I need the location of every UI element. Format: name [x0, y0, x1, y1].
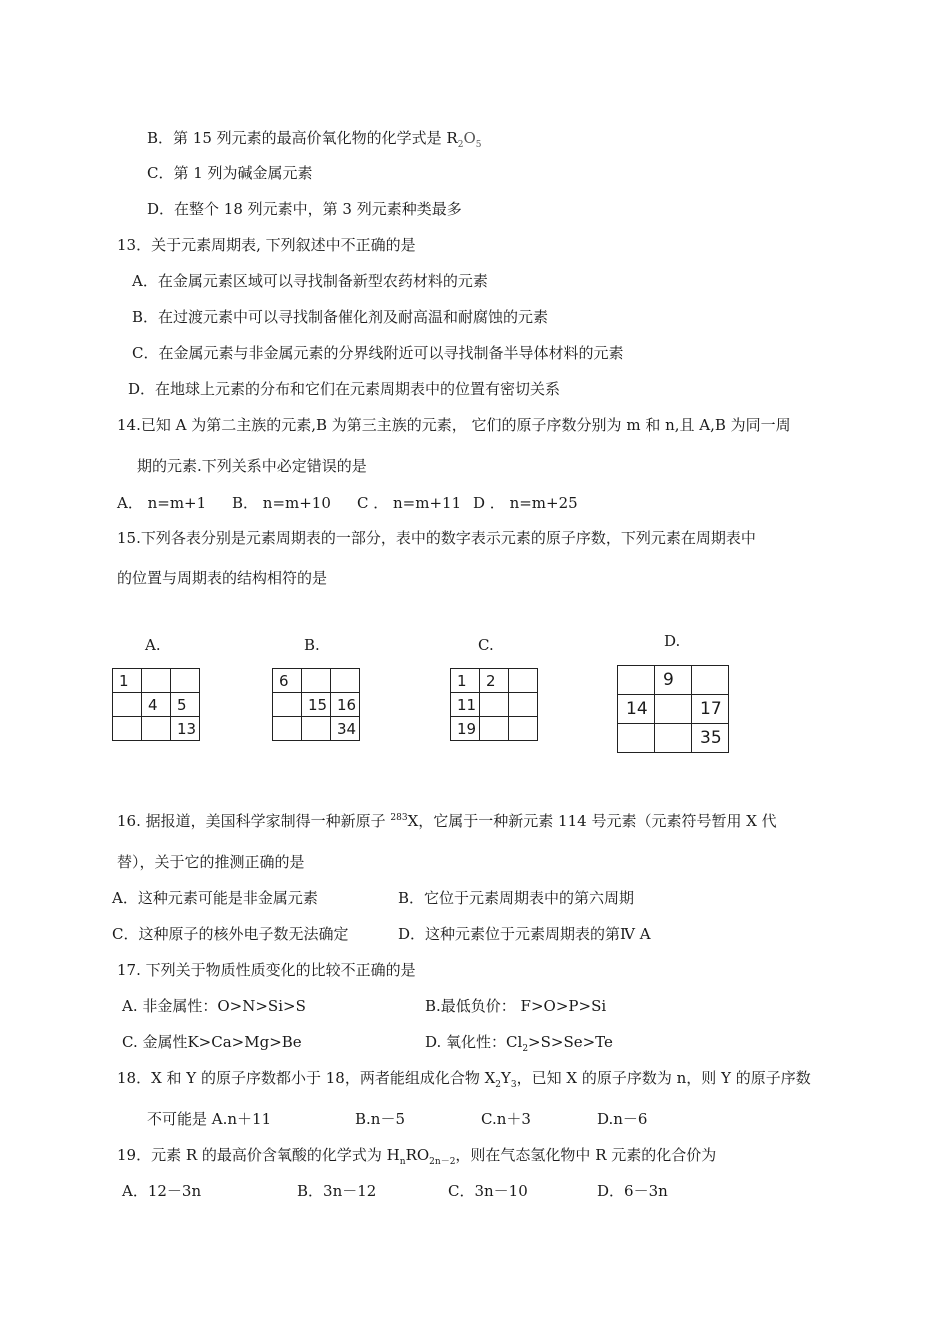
cell: 14 [618, 695, 655, 724]
q17-option-d-text: D. 氧化性：Cl [425, 1033, 523, 1051]
q14-option-a: A． n=m+1 [117, 494, 207, 512]
cell: 17 [692, 695, 729, 724]
q15-label-d: D. [664, 632, 681, 650]
q13-option-a: A．在金属元素区域可以寻找制备新型农药材料的元素 [132, 272, 488, 290]
q17-option-d [425, 1032, 613, 1052]
q18-option-d: D.n－6 [597, 1110, 648, 1128]
q16-stem-text: 16. 据报道，美国科学家制得一种新原子 [117, 812, 391, 830]
cell: 9 [655, 666, 692, 695]
cell [302, 717, 331, 741]
q12-option-d: D．在整个 18 列元素中，第 3 列元素种类最多 [147, 200, 462, 218]
cell [302, 669, 331, 693]
cell: 34 [331, 717, 360, 741]
subscript: 5 [475, 140, 482, 150]
q18-stem-text: 18．X 和 Y 的原子序数都小于 18，两者能组成化合物 X [117, 1069, 496, 1087]
q15-label-b: B. [304, 636, 320, 654]
q18-stem-text: ，已知 X 的原子序数为 n，则 Y 的原子序数 [516, 1069, 811, 1087]
q17-option-d-text: >S>Se>Te [528, 1033, 613, 1051]
q16-stem-1 [117, 811, 777, 831]
q19-stem-text: 19．元素 R 的最高价含氧酸的化学式为 H [117, 1146, 400, 1164]
q17-option-a: A. 非金属性：O>N>Si>S [122, 997, 306, 1015]
q15-label-c: C. [478, 636, 494, 654]
cell [618, 724, 655, 753]
q16-option-a: A．这种元素可能是非金属元素 [112, 889, 318, 907]
q16-option-b: B．它位于元素周期表中的第六周期 [398, 889, 635, 907]
cell [142, 717, 171, 741]
subscript: 2 [457, 140, 464, 150]
cell: 15 [302, 693, 331, 717]
cell [509, 717, 538, 741]
cell [509, 693, 538, 717]
subscript: 2 [495, 1080, 502, 1090]
q17-option-c: C. 金属性K>Ca>Mg>Be [122, 1033, 302, 1051]
q16-stem-2: 替），关于它的推测正确的是 [117, 853, 305, 871]
cell [655, 724, 692, 753]
superscript: 283 [390, 813, 408, 823]
cell: 13 [171, 717, 200, 741]
cell: 6 [273, 669, 302, 693]
cell [480, 693, 509, 717]
cell [480, 717, 509, 741]
cell [171, 669, 200, 693]
q14-stem-1: 14.已知 A 为第二主族的元素,B 为第三主族的元素， 它们的原子序数分别为 m 和 n,且 A,B 为同一周 [117, 416, 791, 434]
cell [655, 695, 692, 724]
formula-part: Y [501, 1069, 511, 1087]
q13-stem: 13．关于元素周期表, 下列叙述中不正确的是 [117, 236, 416, 254]
cell: 35 [692, 724, 729, 753]
q14-option-c: C ． n=m+11 [357, 494, 462, 512]
subscript: 2 [522, 1044, 529, 1054]
q19-option-d: D．6－3n [597, 1182, 668, 1200]
cell [509, 669, 538, 693]
cell: 1 [113, 669, 142, 693]
cell [692, 666, 729, 695]
cell: 11 [451, 693, 480, 717]
q12-option-c: C．第 1 列为碱金属元素 [147, 164, 313, 182]
formula-part: O [463, 129, 476, 147]
cell: 2 [480, 669, 509, 693]
q13-option-b: B．在过渡元素中可以寻找制备催化剂及耐高温和耐腐蚀的元素 [132, 308, 549, 326]
cell [142, 669, 171, 693]
q19-option-a: A．12－3n [122, 1182, 202, 1200]
q14-option-d: D ． n=m+25 [473, 494, 578, 512]
q16-option-c: C．这种原子的核外电子数无法确定 [112, 925, 349, 943]
q17-option-b: B.最低负价： F>O>P>Si [425, 997, 607, 1015]
subscript: 3 [510, 1080, 517, 1090]
q18-option-c: C.n＋3 [481, 1110, 531, 1128]
q12-option-b [147, 128, 482, 148]
q17-stem: 17. 下列关于物质性质变化的比较不正确的是 [117, 961, 416, 979]
q13-option-d: D．在地球上元素的分布和它们在元素周期表中的位置有密切关系 [128, 380, 561, 398]
cell [331, 669, 360, 693]
q14-stem-2: 期的元素.下列关系中必定错误的是 [137, 457, 367, 475]
q18-option-b: B.n－5 [355, 1110, 405, 1128]
q16-stem-text: X，它属于一种新元素 114 号元素（元素符号暂用 X 代 [407, 812, 777, 830]
cell [273, 693, 302, 717]
cell [113, 693, 142, 717]
q12-option-b-text: B．第 15 列元素的最高价氧化物的化学式是 R [147, 129, 458, 147]
cell [273, 717, 302, 741]
formula-part: RO [405, 1146, 430, 1164]
subscript: 2n－2 [429, 1157, 456, 1167]
cell: 1 [451, 669, 480, 693]
q19-stem [117, 1145, 716, 1165]
q18-option-a: 不可能是 A.n＋11 [147, 1110, 272, 1128]
q16-option-d: D．这种元素位于元素周期表的第Ⅳ A [398, 925, 651, 943]
q19-option-c: C．3n－10 [448, 1182, 528, 1200]
q14-option-b: B． n=m+10 [232, 494, 331, 512]
cell: 16 [331, 693, 360, 717]
q15-label-a: A. [145, 636, 161, 654]
q18-stem-1 [117, 1068, 811, 1088]
subscript: n [399, 1157, 406, 1167]
q15-table-d [617, 665, 729, 753]
cell: 4 [142, 693, 171, 717]
q15-stem-1: 15.下列各表分别是元素周期表的一部分，表中的数字表示元素的原子序数，下列元素在周期表中 [117, 529, 756, 547]
q15-table-b [272, 668, 360, 741]
cell: 5 [171, 693, 200, 717]
q19-option-b: B．3n－12 [297, 1182, 377, 1200]
cell: 19 [451, 717, 480, 741]
q15-table-c [450, 668, 538, 741]
q15-stem-2: 的位置与周期表的结构相符的是 [117, 569, 328, 587]
q13-option-c: C．在金属元素与非金属元素的分界线附近可以寻找制备半导体材料的元素 [132, 344, 624, 362]
q15-table-a [112, 668, 200, 741]
q19-stem-text: ，则在气态氢化物中 R 元素的化合价为 [455, 1146, 717, 1164]
cell [113, 717, 142, 741]
cell [618, 666, 655, 695]
